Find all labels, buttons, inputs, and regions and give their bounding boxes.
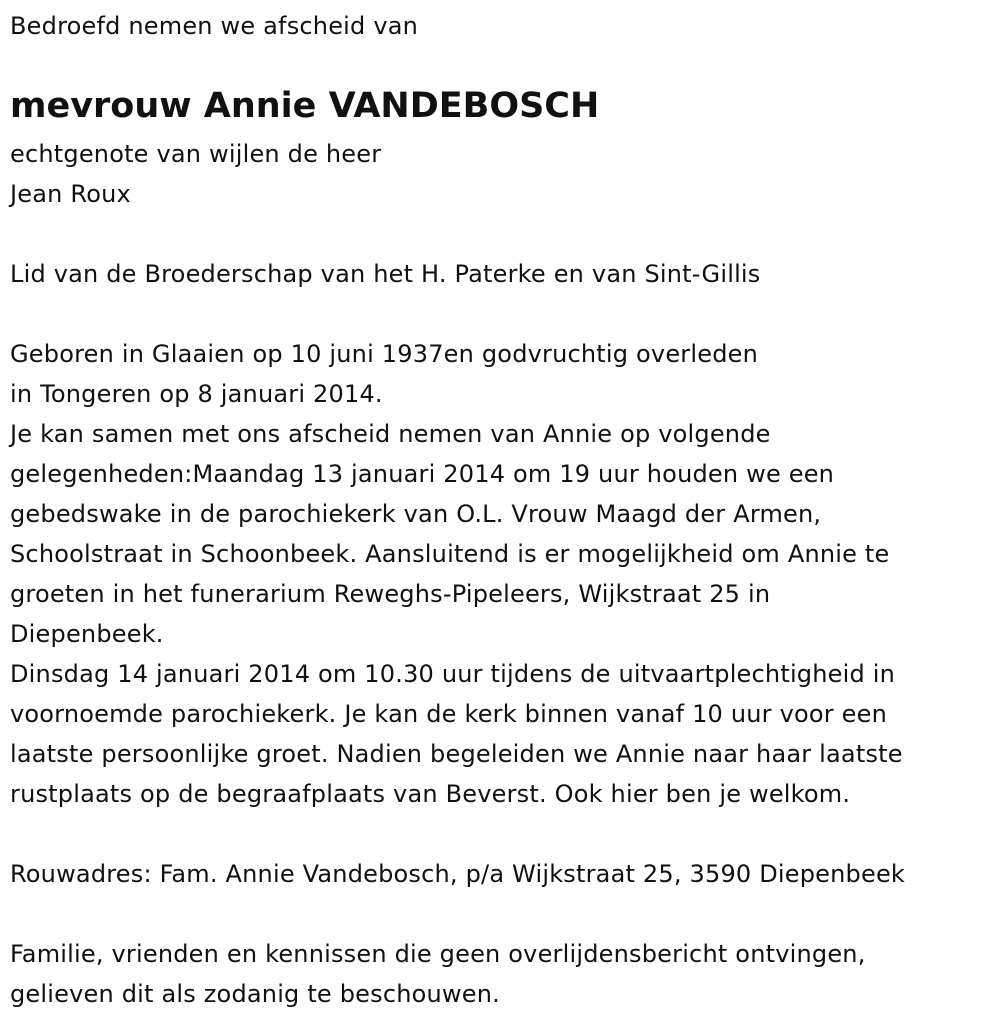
spouse-line-1: echtgenote van wijlen de heer <box>10 140 382 168</box>
intro-text: Bedroefd nemen we afscheid van <box>10 12 419 40</box>
deceased-name: mevrouw Annie VANDEBOSCH <box>10 86 600 126</box>
mourning-address: Rouwadres: Fam. Annie Vandebosch, p/a Wijkstraat 25, 3590 Diepenbeek <box>10 860 906 888</box>
body-line: Geboren in Glaaien op 10 juni 1937en godvruchtig overleden <box>10 340 759 368</box>
body-line: laatste persoonlijke groet. Nadien begeleiden we Annie naar haar laatste <box>10 740 903 768</box>
body-line: in Tongeren op 8 januari 2014. <box>10 380 383 408</box>
body-line: Dinsdag 14 januari 2014 om 10.30 uur tijdens de uitvaartplechtigheid in <box>10 660 896 688</box>
body-line: gelegenheden:Maandag 13 januari 2014 om 19 uur houden we een <box>10 460 835 488</box>
spouse-line-2: Jean Roux <box>10 180 131 208</box>
body-line: groeten in het funerarium Reweghs-Pipeleers, Wijkstraat 25 in <box>10 580 771 608</box>
body-line: gebedswake in de parochiekerk van O.L. Vrouw Maagd der Armen, <box>10 500 822 528</box>
body-line: rustplaats op de begraafplaats van Beverst. Ook hier ben je welkom. <box>10 780 851 808</box>
body-line: Diepenbeek. <box>10 620 164 648</box>
body-line: Je kan samen met ons afscheid nemen van Annie op volgende <box>10 420 771 448</box>
body-line: voornoemde parochiekerk. Je kan de kerk binnen vanaf 10 uur voor een <box>10 700 887 728</box>
body-line: Schoolstraat in Schoonbeek. Aansluitend is er mogelijkheid om Annie te <box>10 540 890 568</box>
membership-text: Lid van de Broederschap van het H. Paterke en van Sint-Gillis <box>10 260 761 288</box>
closing-line: gelieven dit als zodanig te beschouwen. <box>10 980 500 1008</box>
closing-line: Familie, vrienden en kennissen die geen overlijdensbericht ontvingen, <box>10 940 866 968</box>
